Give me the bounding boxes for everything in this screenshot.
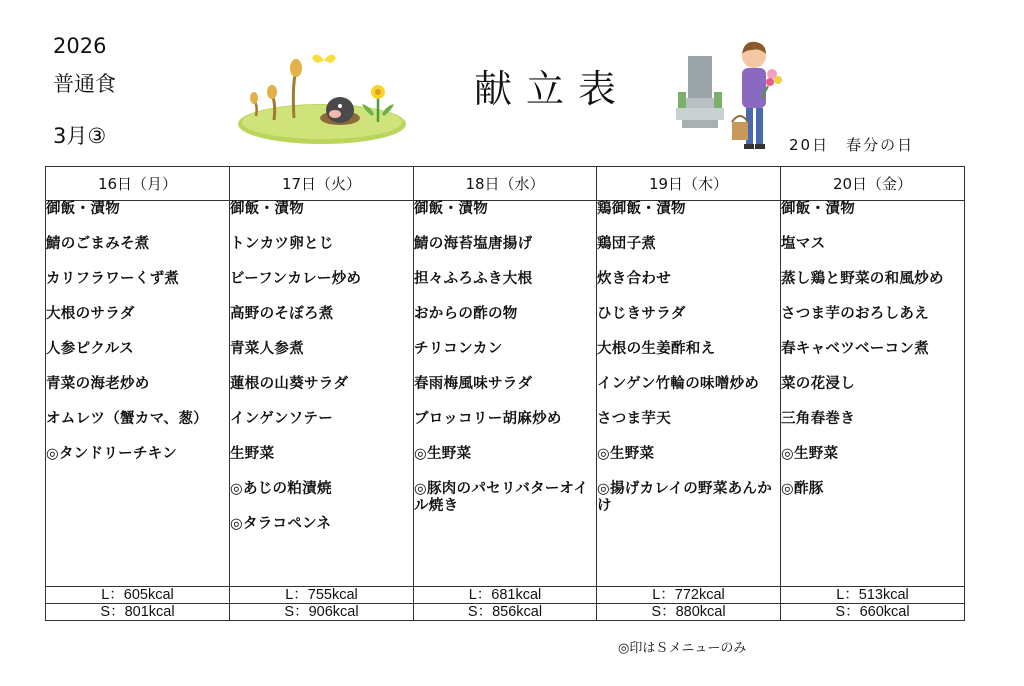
dish-item: 炊き合わせ — [597, 271, 671, 287]
kcal-l: L：681kcal — [414, 587, 597, 604]
day-header: 18日（水） — [414, 167, 597, 201]
kcal-s: S：880kcal — [597, 604, 781, 621]
week-label: 3月③ — [53, 124, 107, 148]
ohigan-visit-illustration — [672, 36, 788, 156]
dish-item: 御飯・漬物 — [781, 201, 855, 217]
dish-item: 鶏御飯・漬物 — [597, 201, 686, 217]
dish-item: ◎生野菜 — [781, 446, 839, 462]
dish-item: 三角春巻き — [781, 411, 855, 427]
dish-item: 大根の生姜酢和え — [597, 341, 716, 357]
kcal-l: L：605kcal — [46, 587, 230, 604]
kcal-l: L：513kcal — [781, 587, 965, 604]
holiday-note: 20日 春分の日 — [789, 136, 915, 154]
kcal-s-row — [46, 604, 965, 621]
day-header-row — [46, 167, 965, 201]
dish-item: 鶏団子煮 — [597, 236, 657, 252]
kcal-l: L：755kcal — [230, 587, 414, 604]
dish-item: 生野菜 — [230, 446, 275, 462]
dish-item: ◎揚げカレイの野菜あんかけ — [597, 481, 773, 514]
dish-item: ブロッコリー胡麻炒め — [414, 411, 562, 427]
diet-type-label: 普通食 — [53, 72, 116, 96]
menu-table — [45, 166, 965, 621]
dish-item: オムレツ（蟹カマ、葱） — [46, 411, 208, 427]
dish-item: ◎豚肉のパセリバターオイル焼き — [414, 481, 589, 514]
dish-item: ◎生野菜 — [597, 446, 655, 462]
dish-item: インゲン竹輪の味噌炒め — [597, 376, 760, 392]
kcal-s: S：660kcal — [781, 604, 965, 621]
dish-item: ◎あじの粕漬焼 — [230, 481, 332, 497]
dish-item: ◎タラコペンネ — [230, 516, 332, 532]
dish-item: 御飯・漬物 — [46, 201, 120, 217]
kcal-s: S：856kcal — [414, 604, 597, 621]
dish-item: さつま芋のおろしあえ — [781, 306, 929, 322]
dish-list — [781, 201, 965, 587]
kcal-l-row — [46, 587, 965, 604]
dish-item: 担々ふろふき大根 — [414, 271, 533, 287]
dish-list — [230, 201, 414, 587]
dish-item: 菜の花浸し — [781, 376, 855, 392]
dish-item: 鯖の海苔塩唐揚げ — [414, 236, 533, 252]
dish-item: 青菜人参煮 — [230, 341, 304, 357]
dish-item: さつま芋天 — [597, 411, 671, 427]
dish-item: ◎タンドリーチキン — [46, 446, 178, 462]
kcal-s: S：906kcal — [230, 604, 414, 621]
dish-item: トンカツ卵とじ — [230, 236, 334, 252]
dish-item: 蓮根の山葵サラダ — [230, 376, 349, 392]
kcal-s: S：801kcal — [46, 604, 230, 621]
dish-item: チリコンカン — [414, 341, 503, 357]
dish-item: インゲンソテー — [230, 411, 334, 427]
dish-item: 青菜の海老炒め — [46, 376, 150, 392]
dish-list — [597, 201, 781, 587]
dish-list — [414, 201, 597, 587]
day-header: 19日（木） — [597, 167, 781, 201]
dish-item: 春キャベツベーコン煮 — [781, 341, 929, 357]
dishes-row — [46, 201, 965, 587]
dish-item: 御飯・漬物 — [414, 201, 488, 217]
dish-item: 鯖のごまみそ煮 — [46, 236, 150, 252]
day-header: 16日（月） — [46, 167, 230, 201]
page-title: 献立表 — [474, 67, 631, 111]
dish-item: 御飯・漬物 — [230, 201, 304, 217]
day-header: 20日（金） — [781, 167, 965, 201]
year-label: 2026 — [53, 34, 107, 58]
day-header: 17日（火） — [230, 167, 414, 201]
kcal-l: L：772kcal — [597, 587, 781, 604]
dish-item: 高野のそぼろ煮 — [230, 306, 334, 322]
spring-meadow-illustration — [236, 46, 408, 146]
dish-list — [46, 201, 230, 587]
dish-item: 人参ピクルス — [46, 341, 134, 357]
dish-item: 春雨梅風味サラダ — [414, 376, 533, 392]
dish-item: ひじきサラダ — [597, 306, 686, 322]
dish-item: 塩マス — [781, 236, 826, 252]
dish-item: 蒸し鶏と野菜の和風炒め — [781, 271, 944, 287]
dish-item: ◎生野菜 — [414, 446, 472, 462]
dish-item: ◎酢豚 — [781, 481, 824, 497]
dish-item: おからの酢の物 — [414, 306, 518, 322]
dish-item: カリフラワーくず煮 — [46, 271, 180, 287]
dish-item: 大根のサラダ — [46, 306, 135, 322]
dish-item: ビーフンカレー炒め — [230, 271, 362, 287]
footnote: ◎印はＳメニューのみ — [618, 641, 747, 656]
